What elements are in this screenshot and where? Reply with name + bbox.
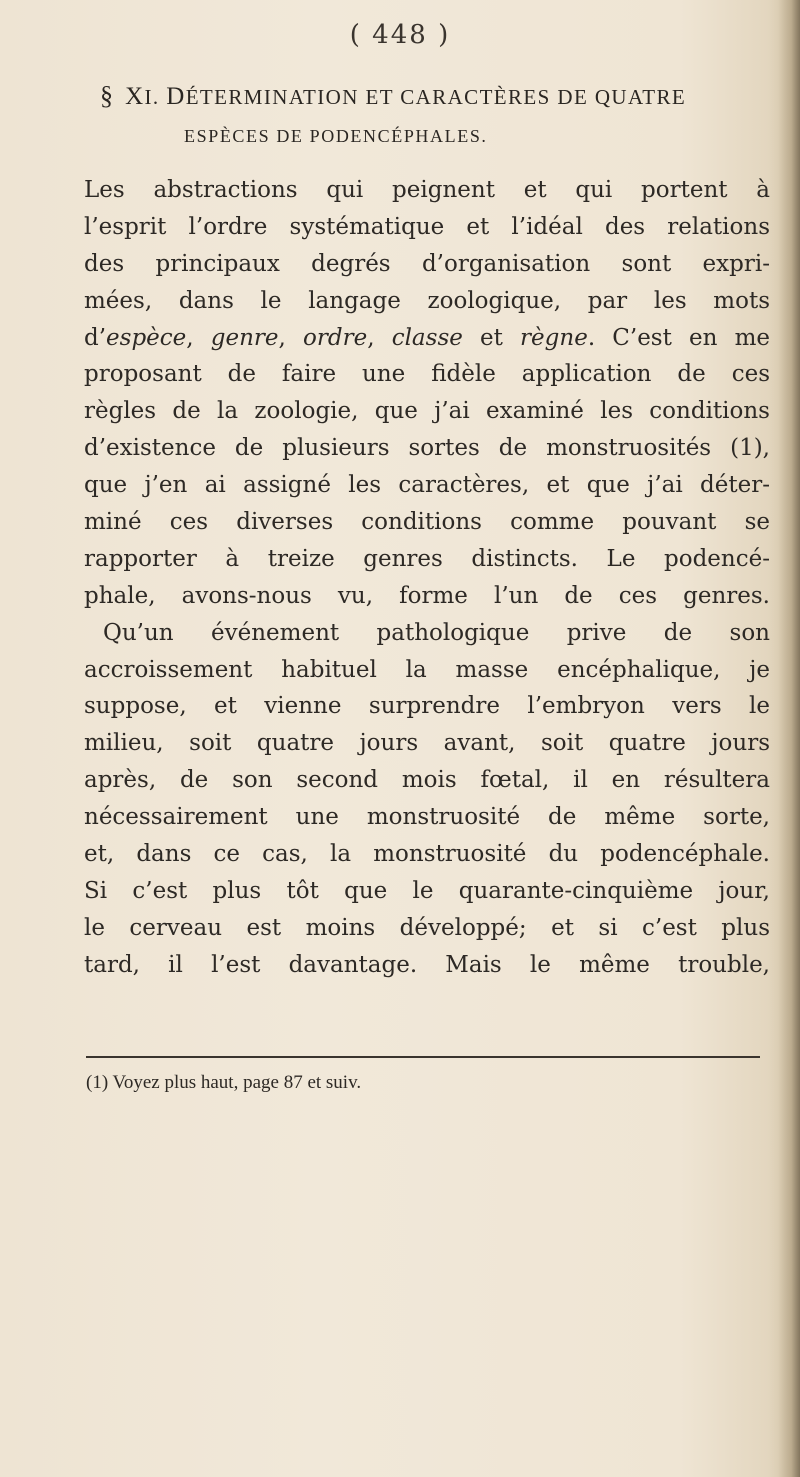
text-line: rapporter à treize genres distincts. Le podencé-: [84, 545, 770, 572]
section-heading-title: [125, 85, 686, 109]
heading-word: XI.: [125, 83, 160, 110]
text-line: Qu’un événement pathologique prive de son: [103, 619, 770, 646]
text-line: Si c’est plus tôt que le quarante-cinquième jour,: [84, 877, 770, 904]
page-edge-shadow: [778, 0, 800, 1477]
text-line: règles de la zoologie, que j’ai examiné les conditions: [84, 398, 770, 425]
text-line: le cerveau est moins développé; et si c’est plus: [84, 914, 770, 941]
heading-word: DE: [557, 85, 589, 109]
text-line: des principaux degrés d’organisation sont expri-: [84, 250, 770, 277]
page-number: ( 448 ): [349, 20, 451, 50]
text-line: nécessairement une monstruosité de même sorte,: [84, 804, 770, 831]
text-line: suppose, et vienne surprendre l’embryon vers le: [84, 693, 770, 720]
text-line: accroissement habituel la masse encéphalique, je: [84, 656, 770, 683]
footnote: (1) Voyez plus haut, page 87 et suiv.: [86, 1072, 362, 1093]
section-heading-line-2: ESPÈCES DE PODENCÉPHALES.: [184, 126, 488, 146]
section-symbol: §: [100, 81, 115, 110]
heading-word: CARACTÈRES: [400, 85, 551, 109]
text-line: et, dans ce cas, la monstruosité du podencéphale.: [84, 841, 770, 868]
text-line: proposant de faire une fidèle application de ces: [84, 361, 770, 388]
heading-word: QUATRE: [594, 85, 687, 109]
text-line: Les abstractions qui peignent et qui portent à: [84, 177, 770, 203]
section-heading-line-1: [100, 80, 760, 112]
text-line: que j’en ai assigné les caractères, et que j’ai déter-: [84, 472, 770, 499]
footnote-rule: [86, 1056, 760, 1058]
text-line: milieu, soit quatre jours avant, soit quatre jours: [84, 730, 770, 757]
heading-word: DÉTERMINATION: [166, 83, 359, 110]
text-line: d’existence de plusieurs sortes de monstruosités (1),: [84, 435, 770, 462]
text-line: d’espèce, genre, ordre, classe et règne. C’est en me: [84, 324, 771, 351]
text-line: miné ces diverses conditions comme pouvant se: [84, 509, 770, 536]
text-line: mées, dans le langage zoologique, par les mots: [84, 287, 770, 314]
text-line: phale, avons-nous vu, forme l’un de ces genres.: [84, 582, 770, 609]
text-line: tard, il l’est davantage. Mais le même trouble,: [84, 951, 770, 978]
heading-word: ET: [365, 85, 394, 109]
text-line: après, de son second mois fœtal, il en résultera: [84, 767, 770, 794]
text-line: l’esprit l’ordre systématique et l’idéal des relations: [84, 213, 770, 240]
body-text: [84, 172, 770, 984]
section-heading: [100, 80, 760, 147]
